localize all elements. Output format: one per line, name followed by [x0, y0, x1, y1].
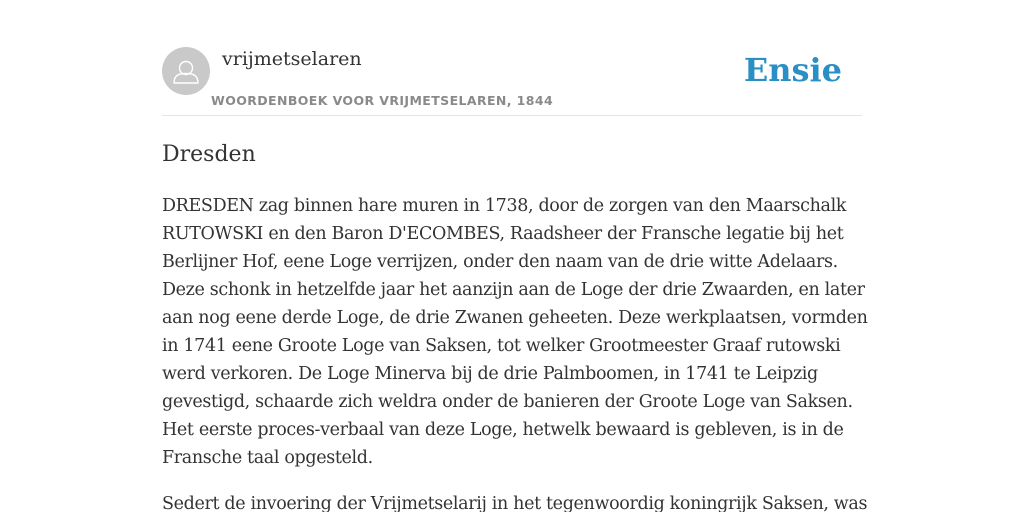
text-line: Berlijner Hof, eene Loge verrijzen, onder den naam van de drie witte Adelaars.	[162, 252, 838, 272]
author-link[interactable]: vrijmetselaren	[222, 48, 362, 70]
ensie-logo[interactable]: Ensie	[743, 51, 842, 89]
article-body	[162, 192, 868, 512]
text-line: gevestigd, schaarde zich weldra onder de banieren der Groote Loge van Saksen.	[162, 392, 853, 412]
author-avatar[interactable]	[162, 47, 210, 95]
user-icon	[162, 47, 210, 95]
text-line: in 1741 eene Groote Loge van Saksen, tot welker Grootmeester Graaf rutowski	[162, 336, 841, 356]
text-line: RUTOWSKI en den Baron D'ECOMBES, Raadsheer der Fransche legatie bij het	[162, 224, 844, 244]
text-line: Het eerste proces-verbaal van deze Loge, hetwelk bewaard is gebleven, is in de	[162, 420, 844, 440]
text-line: Sedert de invoering der Vrijmetselarij in het tegenwoordig koningrijk Saksen, was	[162, 494, 868, 512]
text-line: Deze schonk in hetzelfde jaar het aanzijn aan de Loge der drie Zwaarden, en later	[162, 280, 865, 300]
source-link[interactable]: WOORDENBOEK VOOR VRIJMETSELAREN, 1844	[211, 93, 554, 108]
article-paragraph-1	[162, 192, 868, 472]
article-header	[162, 47, 862, 116]
text-line: Fransche taal opgesteld.	[162, 448, 373, 468]
article-title: Dresden	[162, 142, 256, 167]
text-line: werd verkoren. De Loge Minerva bij de drie Palmboomen, in 1741 te Leipzig	[162, 364, 818, 384]
text-line: DRESDEN zag binnen hare muren in 1738, door de zorgen van den Maarschalk	[162, 196, 847, 216]
article-paragraph-2	[162, 490, 868, 512]
text-line: aan nog eene derde Loge, de drie Zwanen geheeten. Deze werkplaatsen, vormden	[162, 308, 868, 328]
